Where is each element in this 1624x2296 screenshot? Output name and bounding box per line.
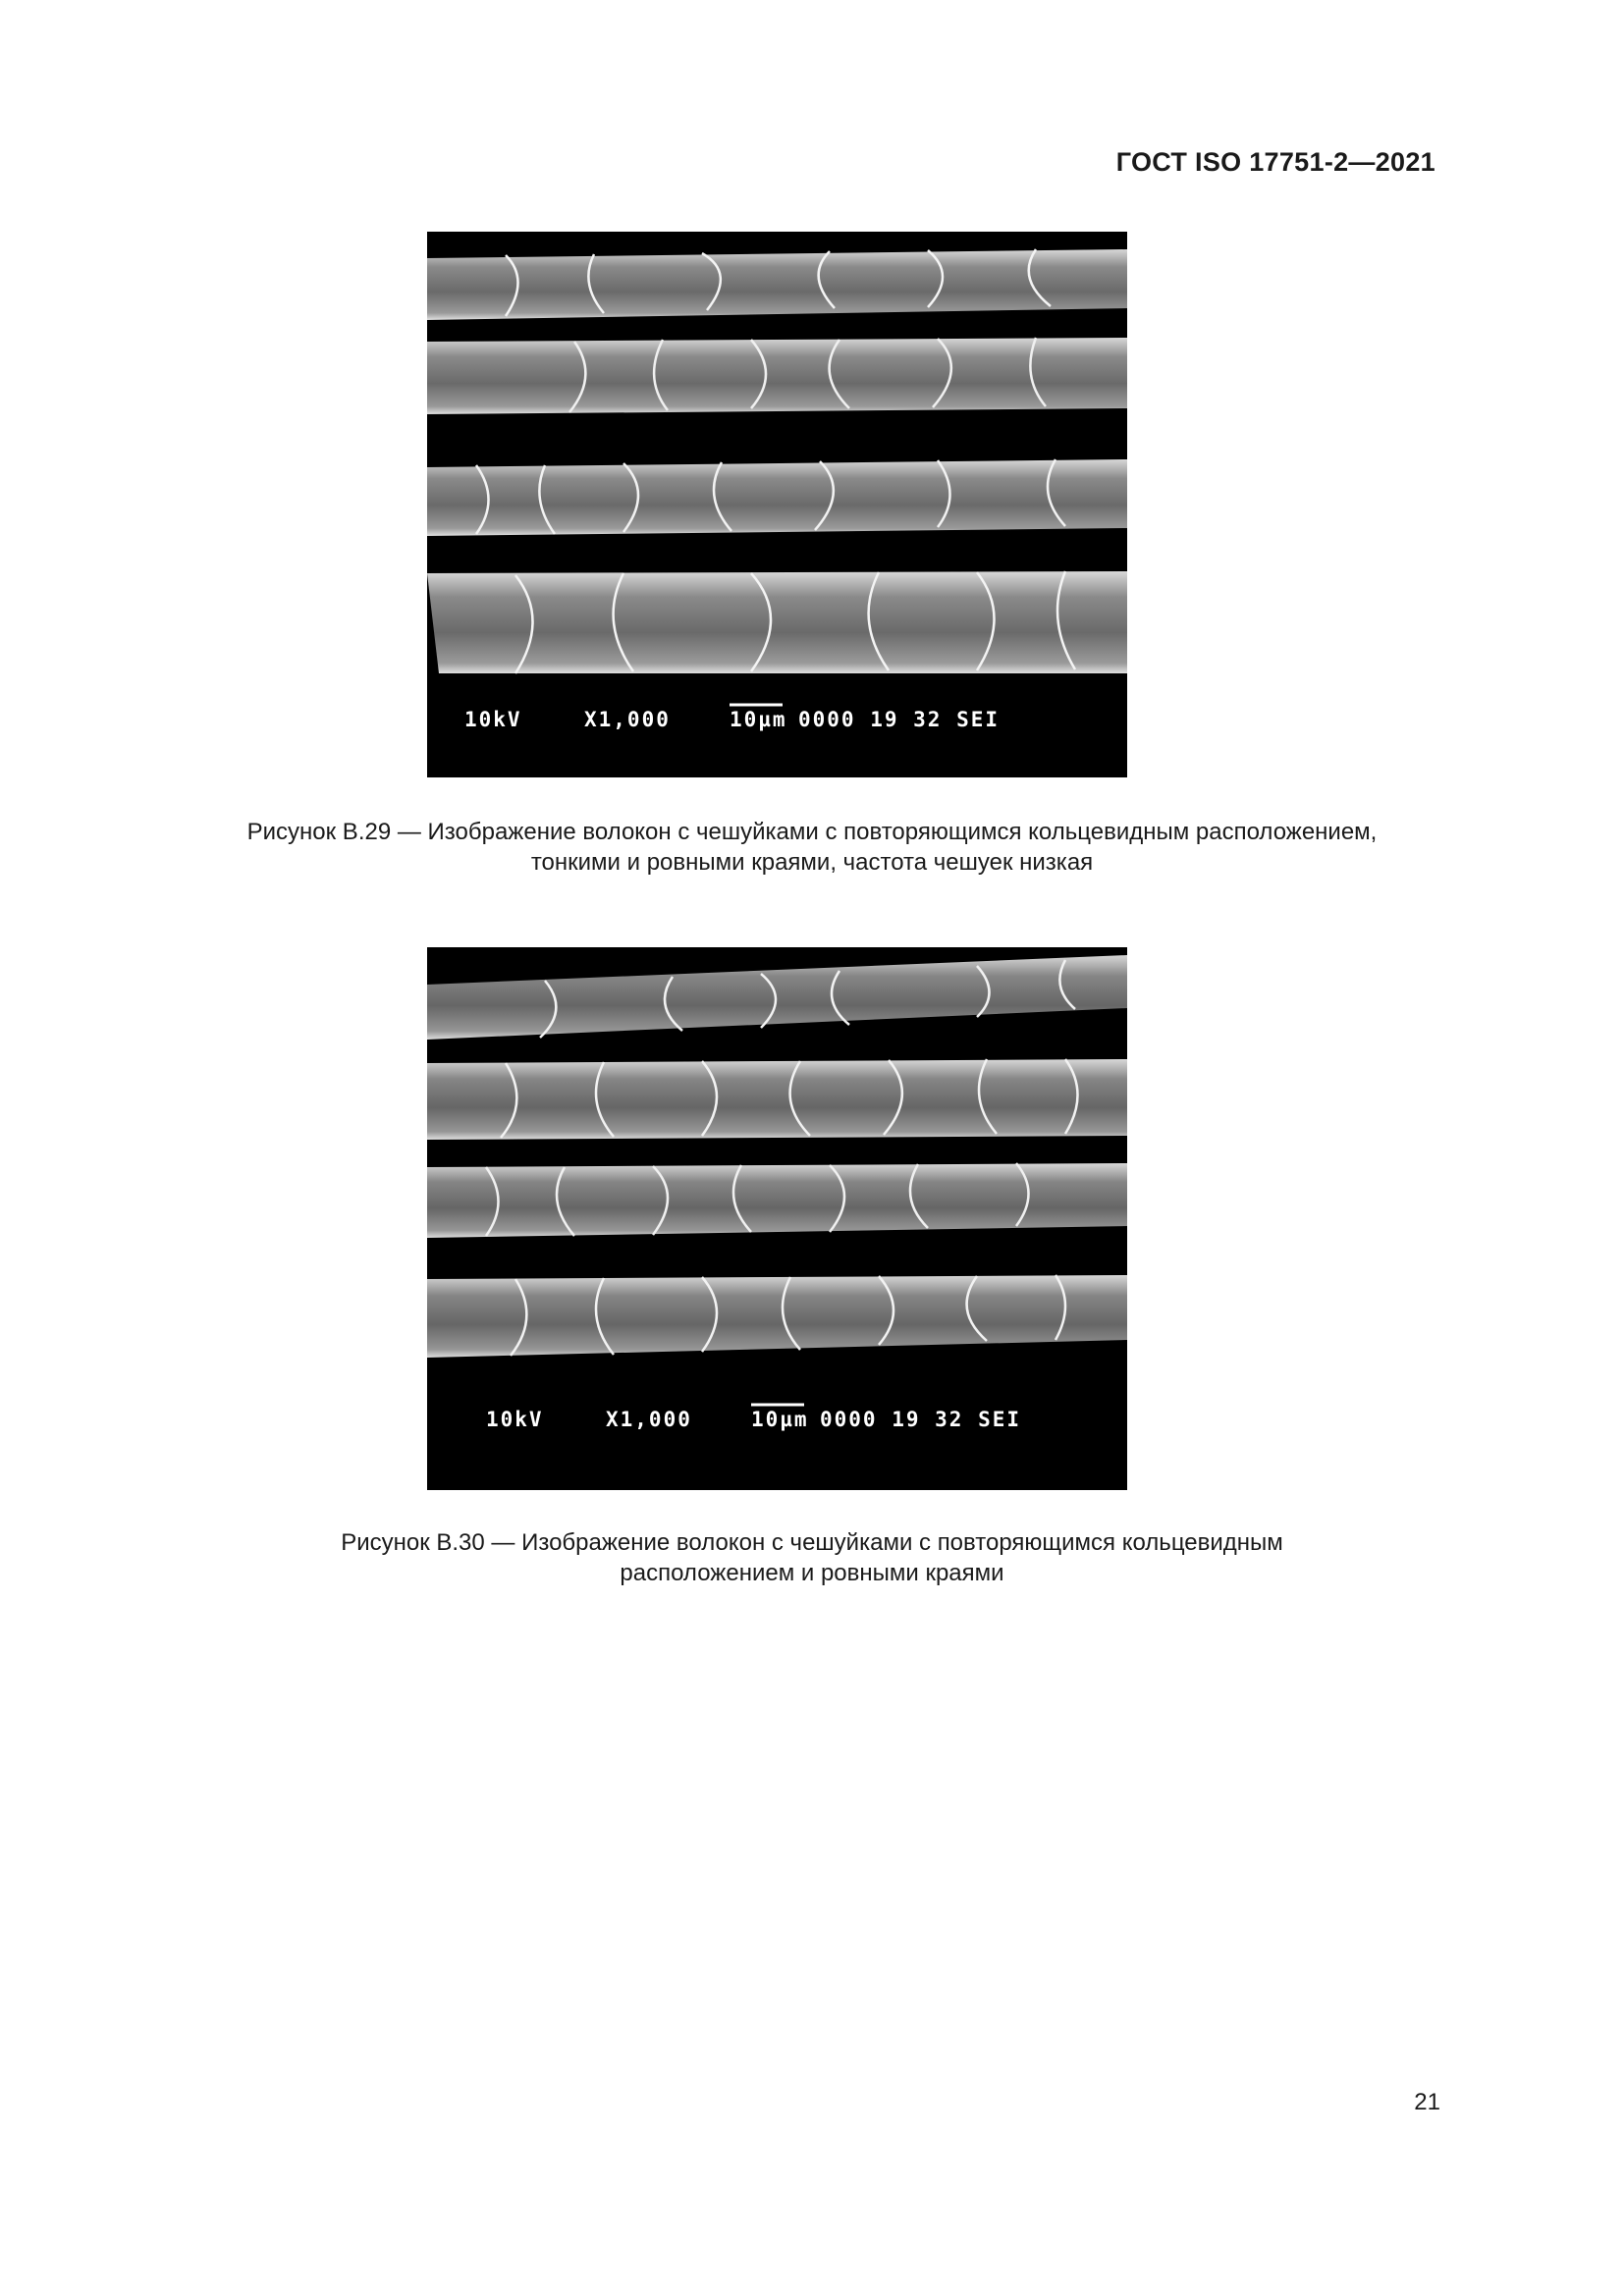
- fiber-4: [427, 571, 1127, 673]
- sem-scale-label: 10µm: [751, 1408, 809, 1431]
- sem-magnification-label: X1,000: [606, 1408, 692, 1431]
- sem-voltage-label: 10kV: [464, 708, 522, 731]
- fiber-2: [427, 338, 1127, 414]
- sem-code-label: 0000 19 32 SEI: [820, 1408, 1022, 1431]
- fiber-4: [427, 1275, 1127, 1358]
- fiber-2: [427, 1059, 1127, 1140]
- fiber-1: [427, 955, 1127, 1040]
- sem-image-2: [427, 947, 1127, 1490]
- sem-micrograph-fibers-2: [427, 947, 1127, 1490]
- sem-magnification-label: X1,000: [584, 708, 671, 731]
- figure-caption-1-line2: тонкими и ровными краями, частота чешуек низкая: [530, 849, 1094, 876]
- sem-voltage-label: 10kV: [486, 1408, 544, 1431]
- figure-caption-1-line1: Рисунок В.29 — Изображение волокон с чешуйками с повторяющимся кольцевидным расположением,: [246, 819, 1378, 845]
- figure-caption-2-line2: расположением и ровными краями: [620, 1560, 1004, 1586]
- document-code-header: ГОСТ ISO 17751-2—2021: [1115, 147, 1435, 177]
- fiber-1: [427, 249, 1127, 320]
- fiber-3: [427, 1163, 1127, 1238]
- sem-code-label: 0000 19 32 SEI: [798, 708, 1001, 731]
- figure-caption-2: [0, 1527, 1624, 1588]
- page-number: 21: [1414, 2089, 1440, 2115]
- sem-scale-label: 10µm: [730, 708, 787, 731]
- figure-caption-2-line1: Рисунок В.30 — Изображение волокон с чешуйками с повторяющимся кольцевидным: [341, 1529, 1283, 1556]
- sem-micrograph-fibers-1: [427, 232, 1127, 777]
- fiber-3: [427, 459, 1127, 536]
- sem-image-1: [427, 232, 1127, 777]
- figure-caption-1: [0, 817, 1624, 878]
